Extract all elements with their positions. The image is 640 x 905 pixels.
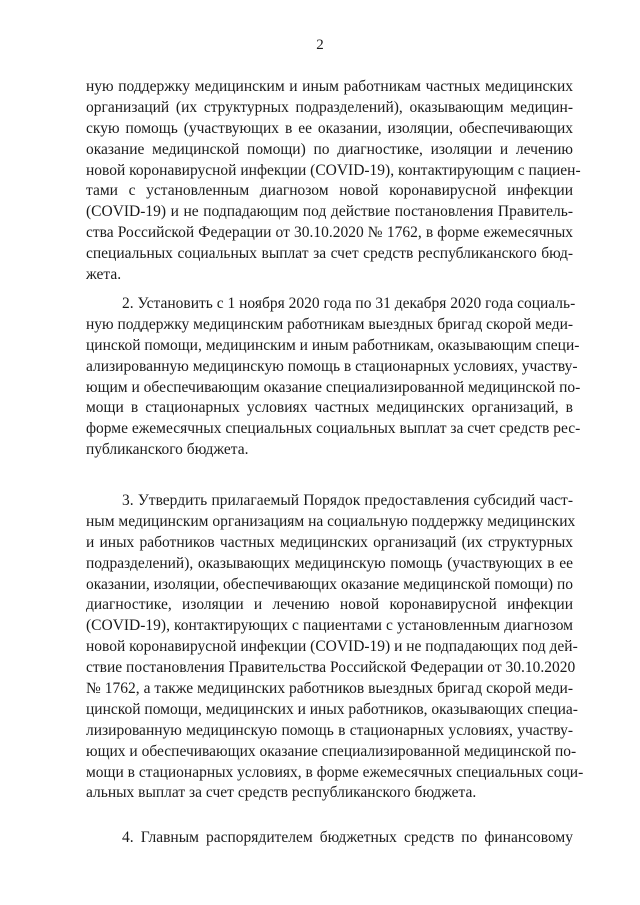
paragraph-2 (86, 294, 581, 461)
text-line: тами с установленным диагнозом новой коронавирусной инфекции (86, 182, 573, 200)
text-line: подразделений), оказывающих медицинскую помощь (участвующих в ее (86, 554, 573, 572)
text-line: цинской помощи, медицинских и иных работников, оказывающих специа- (86, 700, 578, 718)
text-line: ным медицинским организациям на социальную поддержку медицинских (86, 512, 576, 530)
text-line: альных выплат за счет средств республиканского бюджета. (86, 784, 477, 802)
paragraph-1-continuation (86, 77, 581, 286)
text-line: лизированную медицинскую помощь в стационарных условиях, участву- (86, 721, 573, 739)
text-line: ную поддержку медицинским и иным работникам частных медицинских (86, 78, 573, 95)
text-line: 3. Утвердить прилагаемый Порядок предоставления субсидий част- (122, 492, 573, 509)
text-line: скую помощь (участвующих в ее оказании, изоляции, обеспечивающих (86, 119, 573, 137)
text-line: оказание медицинской помощи) по диагностике, изоляции и лечению (86, 140, 573, 158)
text-line: ную поддержку медицинским работникам выездных бригад скорой меди- (86, 315, 574, 333)
text-line: мощи в стационарных условиях частных медицинских организаций, в (86, 399, 573, 417)
paragraph-3 (86, 491, 584, 804)
text-line: диагностике, изоляции и лечению новой коронавирусной инфекции (86, 596, 573, 614)
text-line: публиканского бюджета. (86, 441, 249, 459)
text-line: ствие постановления Правительства Российской Федерации от 30.10.2020 (86, 659, 576, 677)
text-line: ства Российской Федерации от 30.10.2020 № 1762, в форме ежемесячных (86, 224, 573, 242)
text-line: 2. Установить с 1 ноября 2020 года по 31 декабря 2020 года социаль- (122, 295, 576, 312)
text-line: форме ежемесячных специальных социальных выплат за счет средств рес- (86, 420, 581, 438)
text-line: (COVID-19), контактирующих с пациентами с установленным диагнозом (86, 617, 573, 635)
text-line: организаций (их структурных подразделений), оказывающим медицин- (86, 98, 573, 116)
text-line: новой коронавирусной инфекции (COVID-19), контактирующим с пациен- (86, 161, 581, 179)
paragraph-4 (86, 828, 573, 849)
text-line: цинской помощи, медицинским и иным работникам, оказывающим специ- (86, 336, 580, 354)
text-line: № 1762, а также медицинских работников выездных бригад скорой меди- (86, 680, 573, 698)
text-line: новой коронавирусной инфекции (COVID-19) и не подпадающих под дей- (86, 638, 578, 656)
text-line: и иных работников частных медицинских организаций (их структурных (86, 533, 573, 551)
text-line: ющим и обеспечивающим оказание специализированной медицинской по- (86, 378, 581, 396)
text-line: ализированную медицинскую помощь в стационарных условиях, участву- (86, 357, 578, 375)
text-line: жета. (86, 266, 122, 284)
text-line: мощи в стационарных условиях, в форме ежемесячных специальных соци- (86, 763, 584, 781)
text-line: 4. Главным распорядителем бюджетных средств по финансовому (122, 829, 573, 846)
text-line: (COVID-19) и не подпадающим под действие постановления Правитель- (86, 203, 573, 221)
text-line: ющих и обеспечивающих оказание специализированной медицинской по- (86, 742, 577, 760)
page-number: 2 (316, 37, 324, 53)
text-line: оказании, изоляции, обеспечивающих оказание медицинской помощи) по (86, 575, 573, 593)
text-line: специальных социальных выплат за счет средств республиканского бюд- (86, 245, 573, 263)
